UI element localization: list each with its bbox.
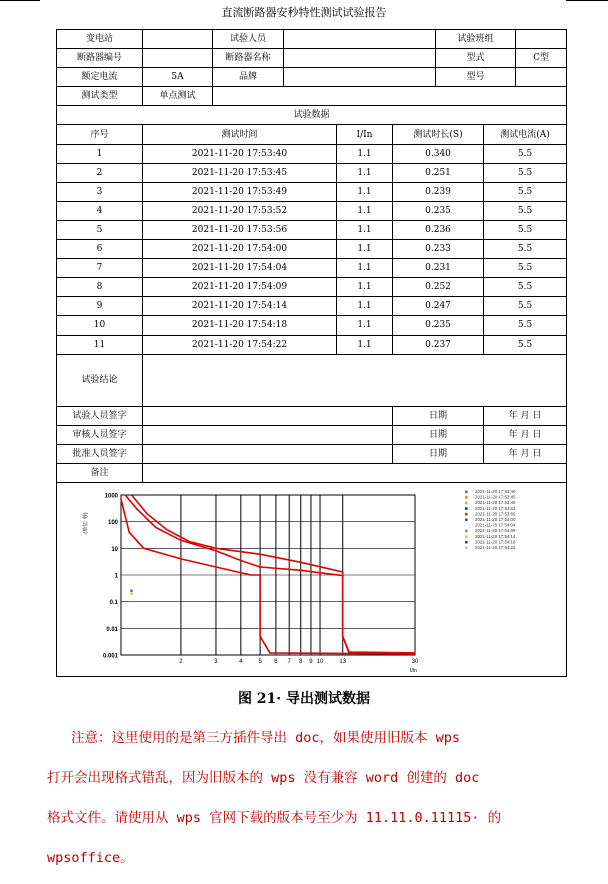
legend-entry: 2021-11-20 17:54:22 (475, 544, 516, 550)
table-row (57, 163, 567, 182)
tester-sign-value (143, 406, 393, 425)
row-time: 2021-11-20 17:54:04 (143, 259, 337, 278)
station-value (143, 30, 213, 49)
y-tick-label: 1 (114, 573, 118, 580)
row-duration: 0.236 (393, 220, 484, 239)
legend-marker (465, 507, 468, 510)
header-rule-left (0, 0, 40, 1)
legend-entry: 2021-11-20 17:54:00 (475, 516, 516, 522)
note-line-1: 注意：这里使用的是第三方插件导出 doc，如果使用旧版本 wps (71, 730, 461, 746)
table-row (57, 278, 567, 297)
breaker-no-label: 断路器编号 (57, 49, 143, 68)
form-label: 型式 (436, 49, 516, 68)
row-duration: 0.251 (393, 163, 484, 182)
row-ratio: 1.1 (337, 259, 393, 278)
col-header-duration: 测试时长(S) (393, 125, 484, 144)
figure-caption: 图 21· 导出测试数据 (237, 691, 371, 707)
x-tick-label: 6 (274, 658, 278, 665)
reviewer-date-label: 日期 (393, 425, 484, 444)
chart-area (57, 483, 565, 676)
row-ratio: 1.1 (337, 240, 393, 259)
rated-current-label: 额定电流 (57, 68, 143, 87)
column-header-row (57, 125, 567, 144)
y-axis-label: (单位: 秒) (83, 512, 89, 534)
note-line-2: 打开会出现格式错乱，因为旧版本的 wps 没有兼容 word 创建的 doc (47, 770, 480, 786)
test-type-blank (213, 87, 567, 106)
row-ratio: 1.1 (337, 201, 393, 220)
row-time: 2021-11-20 17:53:45 (143, 163, 337, 182)
col-header-ratio: I/In (337, 125, 393, 144)
row-no: 7 (57, 259, 143, 278)
approver-sign-label: 批准人员签字 (57, 444, 143, 463)
legend-marker (465, 530, 468, 533)
row-time: 2021-11-20 17:54:00 (143, 240, 337, 259)
row-current: 5.5 (484, 201, 567, 220)
tester-sign-label: 试验人员签字 (57, 406, 143, 425)
legend-entry: 2021-11-20 17:53:40 (475, 488, 516, 494)
approver-date-label: 日期 (393, 444, 484, 463)
y-tick-label: 0.1 (109, 600, 118, 607)
row-duration: 0.239 (393, 182, 484, 201)
row-current: 5.5 (484, 278, 567, 297)
x-tick-label: 2 (179, 658, 183, 665)
row-time: 2021-11-20 17:53:49 (143, 182, 337, 201)
row-no: 9 (57, 297, 143, 316)
col-header-current: 测试电流(A) (484, 125, 567, 144)
row-time: 2021-11-20 17:54:18 (143, 316, 337, 335)
tester-value (284, 30, 436, 49)
breaker-name-label: 断路器名称 (213, 49, 284, 68)
table-row (57, 297, 567, 316)
legend-marker (465, 502, 468, 505)
legend-entry: 2021-11-20 17:54:14 (475, 533, 516, 539)
row-ratio: 1.1 (337, 297, 393, 316)
row-ratio: 1.1 (337, 335, 393, 354)
legend-entry: 2021-11-20 17:54:09 (475, 528, 516, 534)
legend-marker (465, 518, 468, 521)
brand-label: 品牌 (213, 68, 284, 87)
legend-marker (465, 541, 468, 544)
remark-row (57, 463, 567, 482)
row-time: 2021-11-20 17:53:40 (143, 144, 337, 163)
y-tick-label: 100 (107, 520, 118, 527)
row-current: 5.5 (484, 240, 567, 259)
legend-entry: 2021-11-20 17:53:52 (475, 505, 516, 511)
breaker-no-value (143, 49, 213, 68)
x-tick-label: 30 (411, 658, 419, 665)
legend-entry: 2021-11-20 17:53:45 (475, 494, 516, 500)
x-tick-label: 7 (287, 658, 291, 665)
row-duration: 0.235 (393, 316, 484, 335)
form-value: C型 (516, 49, 567, 68)
row-time: 2021-11-20 17:53:52 (143, 201, 337, 220)
row-time: 2021-11-20 17:54:22 (143, 335, 337, 354)
conclusion-value (143, 354, 567, 406)
legend-entry: 2021-11-20 17:54:18 (475, 539, 516, 545)
note-line-4: wpsoffice。 (47, 850, 134, 866)
row-current: 5.5 (484, 316, 567, 335)
table-row (57, 316, 567, 335)
approver-sign-row (57, 444, 567, 463)
row-no: 11 (57, 335, 143, 354)
tester-date-label: 日期 (393, 406, 484, 425)
row-no: 10 (57, 316, 143, 335)
row-no: 6 (57, 240, 143, 259)
data-point (130, 592, 133, 595)
conclusion-label: 试验结论 (57, 354, 143, 406)
reviewer-sign-value (143, 425, 393, 444)
approver-sign-value (143, 444, 393, 463)
reviewer-sign-row (57, 425, 567, 444)
row-duration: 0.231 (393, 259, 484, 278)
data-point (130, 589, 133, 592)
remark-value (143, 463, 567, 482)
table-row (57, 240, 567, 259)
row-no: 5 (57, 220, 143, 239)
row-ratio: 1.1 (337, 144, 393, 163)
row-duration: 0.252 (393, 278, 484, 297)
breaker-name-value (284, 49, 436, 68)
row-current: 5.5 (484, 182, 567, 201)
time-current-chart (57, 483, 565, 676)
row-time: 2021-11-20 17:53:56 (143, 220, 337, 239)
model-label: 型号 (436, 68, 516, 87)
row-current: 5.5 (484, 297, 567, 316)
y-tick-label: 1000 (104, 493, 118, 500)
row-no: 3 (57, 182, 143, 201)
y-tick-label: 10 (111, 546, 118, 553)
approver-date-value: 年 月 日 (484, 444, 567, 463)
brand-value (284, 68, 436, 87)
header-rule-right (566, 0, 608, 1)
row-current: 5.5 (484, 220, 567, 239)
note-line-3: 格式文件。请使用从 wps 官网下载的版本号至少为 11.11.0.11115· 的 (47, 810, 502, 826)
info-row-2 (57, 49, 567, 68)
row-current: 5.5 (484, 144, 567, 163)
table-row (57, 220, 567, 239)
legend-entry: 2021-11-20 17:54:04 (475, 522, 516, 528)
y-tick-label: 0.01 (106, 626, 118, 633)
test-type-label: 测试类型 (57, 87, 143, 106)
row-duration: 0.233 (393, 240, 484, 259)
remark-label: 备注 (57, 463, 143, 482)
legend-marker (465, 490, 468, 493)
tester-label: 试验人员 (213, 30, 284, 49)
conclusion-row (57, 354, 567, 406)
legend-marker (465, 513, 468, 516)
table-row (57, 335, 567, 354)
row-current: 5.5 (484, 163, 567, 182)
row-duration: 0.247 (393, 297, 484, 316)
x-tick-label: 5 (258, 658, 262, 665)
row-duration: 0.237 (393, 335, 484, 354)
chart-cell (57, 482, 567, 676)
team-label: 试验班组 (436, 30, 516, 49)
x-tick-label: 4 (239, 658, 243, 665)
row-ratio: 1.1 (337, 220, 393, 239)
row-duration: 0.235 (393, 201, 484, 220)
tester-sign-row (57, 406, 567, 425)
legend-marker (465, 546, 468, 549)
rated-current-value: 5A (143, 68, 213, 87)
row-current: 5.5 (484, 335, 567, 354)
test-type-value: 单点测试 (143, 87, 213, 106)
x-tick-label: 9 (309, 658, 313, 665)
legend-entry: 2021-11-20 17:53:56 (475, 511, 516, 517)
table-row (57, 259, 567, 278)
row-time: 2021-11-20 17:54:09 (143, 278, 337, 297)
row-ratio: 1.1 (337, 278, 393, 297)
reviewer-sign-label: 审核人员签字 (57, 425, 143, 444)
x-tick-label: 3 (214, 658, 218, 665)
row-no: 1 (57, 144, 143, 163)
row-time: 2021-11-20 17:54:14 (143, 297, 337, 316)
data-section-row (57, 106, 567, 125)
info-row-3 (57, 68, 567, 87)
row-no: 2 (57, 163, 143, 182)
report-table (56, 29, 567, 677)
row-no: 8 (57, 278, 143, 297)
table-row (57, 201, 567, 220)
row-ratio: 1.1 (337, 316, 393, 335)
row-current: 5.5 (484, 259, 567, 278)
tester-date-value: 年 月 日 (484, 406, 567, 425)
col-header-time: 测试时间 (143, 125, 337, 144)
info-row-1 (57, 30, 567, 49)
chart-row (57, 482, 567, 676)
row-duration: 0.340 (393, 144, 484, 163)
legend-marker (465, 524, 468, 527)
row-no: 4 (57, 201, 143, 220)
x-tick-label: 8 (299, 658, 303, 665)
report-title: 直流断路器安秒特性测试试验报告 (221, 6, 387, 19)
table-row (57, 144, 567, 163)
info-row-4 (57, 87, 567, 106)
col-header-no: 序号 (57, 125, 143, 144)
station-label: 变电站 (57, 30, 143, 49)
reviewer-date-value: 年 月 日 (484, 425, 567, 444)
x-tick-label: 13 (339, 658, 347, 665)
team-value (516, 30, 567, 49)
row-ratio: 1.1 (337, 163, 393, 182)
table-row (57, 182, 567, 201)
data-section-title: 试验数据 (57, 106, 567, 125)
legend-marker (465, 496, 468, 499)
row-ratio: 1.1 (337, 182, 393, 201)
legend-marker (465, 535, 468, 538)
legend-entry: 2021-11-20 17:53:49 (475, 500, 516, 506)
model-value (516, 68, 567, 87)
x-tick-label: 10 (316, 658, 324, 665)
y-tick-label: 0.001 (102, 653, 118, 660)
x-axis-label: I/In (410, 667, 417, 674)
